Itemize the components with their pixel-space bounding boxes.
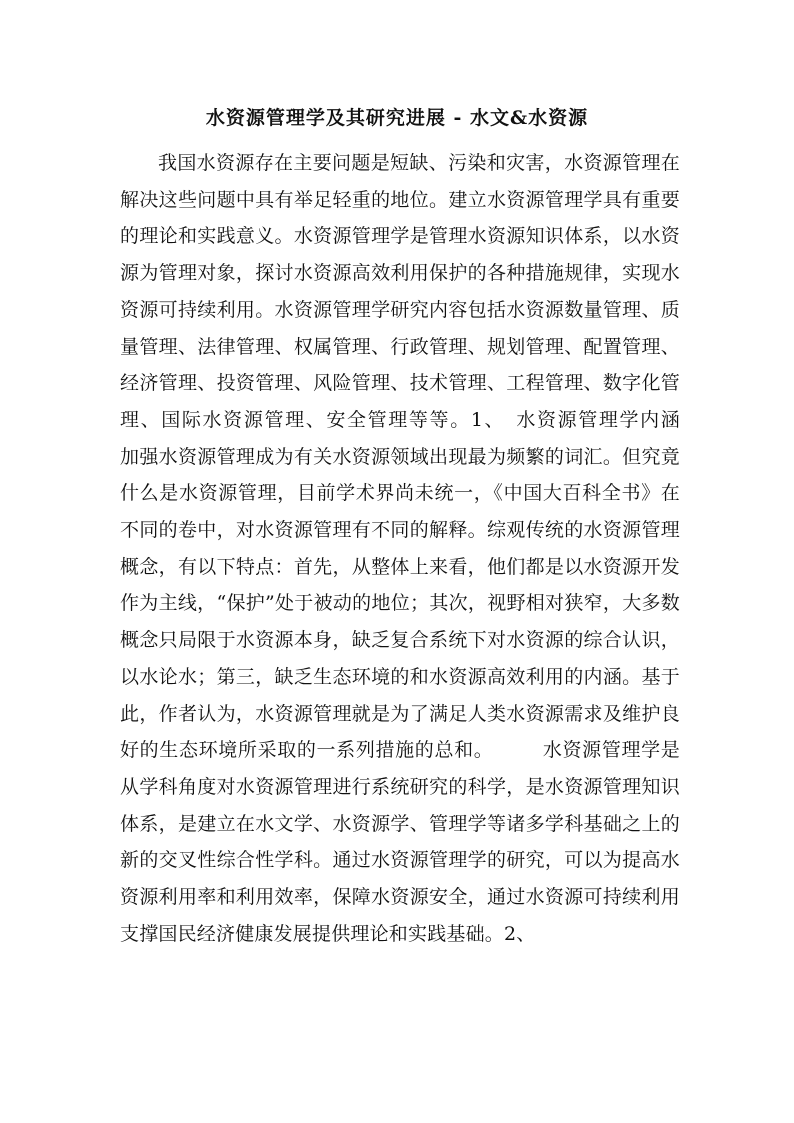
document-body-paragraph: 我国水资源存在主要问题是短缺、污染和灾害，水资源管理在解决这些问题中具有举足轻重的地位。建立水资源管理学具有重要的理论和实践意义。水资源管理学是管理水资源知识体系，以水资源为管理对象，探讨水资源高效利用保护的各种措施规律，实现水资源可持续利用。水资源管理学研究内容包括水资源数量管理、质量管理、法律管理、权属管理、行政管理、规划管理、配置管理、经济管理、投资管理、风险管理、技术管理、工程管理、数字化管理、国际水资源管理、安全管理等等。1、 水资源管理学内涵 加强水资源管理成为有关水资源领域出现最为频繁的词汇。但究竟什么是水资源管理，目前学术界尚未统一，《中国大百科全书》在不同的卷中，对水资源管理有不同的解释。综观传统的水资源管理概念，有以下特点：首先，从整体上来看，他们都是以水资源开发作为主线，“保护”处于被动的地位；其次，视野相对狭窄，大多数概念只局限于水资源本身，缺乏复合系统下对水资源的综合认识，以水论水；第三，缺乏生态环境的和水资源高效利用的内涵。基于此，作者认为，水资源管理就是为了满足人类水资源需求及维护良好的生态环境所采取的一系列措施的总和。 水资源管理学是从学科角度对水资源管理进行系统研究的科学，是水资源管理知识体系，是建立在水文学、水资源学、管理学等诸多学科基础之上的新的交叉性综合性学科。通过水资源管理学的研究，可以为提高水资源利用率和利用效率，保障水资源安全，通过水资源可持续利用支撑国民经济健康发展提供理论和实践基础。2、 — [120, 152, 738, 945]
document-title: 水资源管理学及其研究进展 - 水文&水资源 — [205, 107, 589, 129]
